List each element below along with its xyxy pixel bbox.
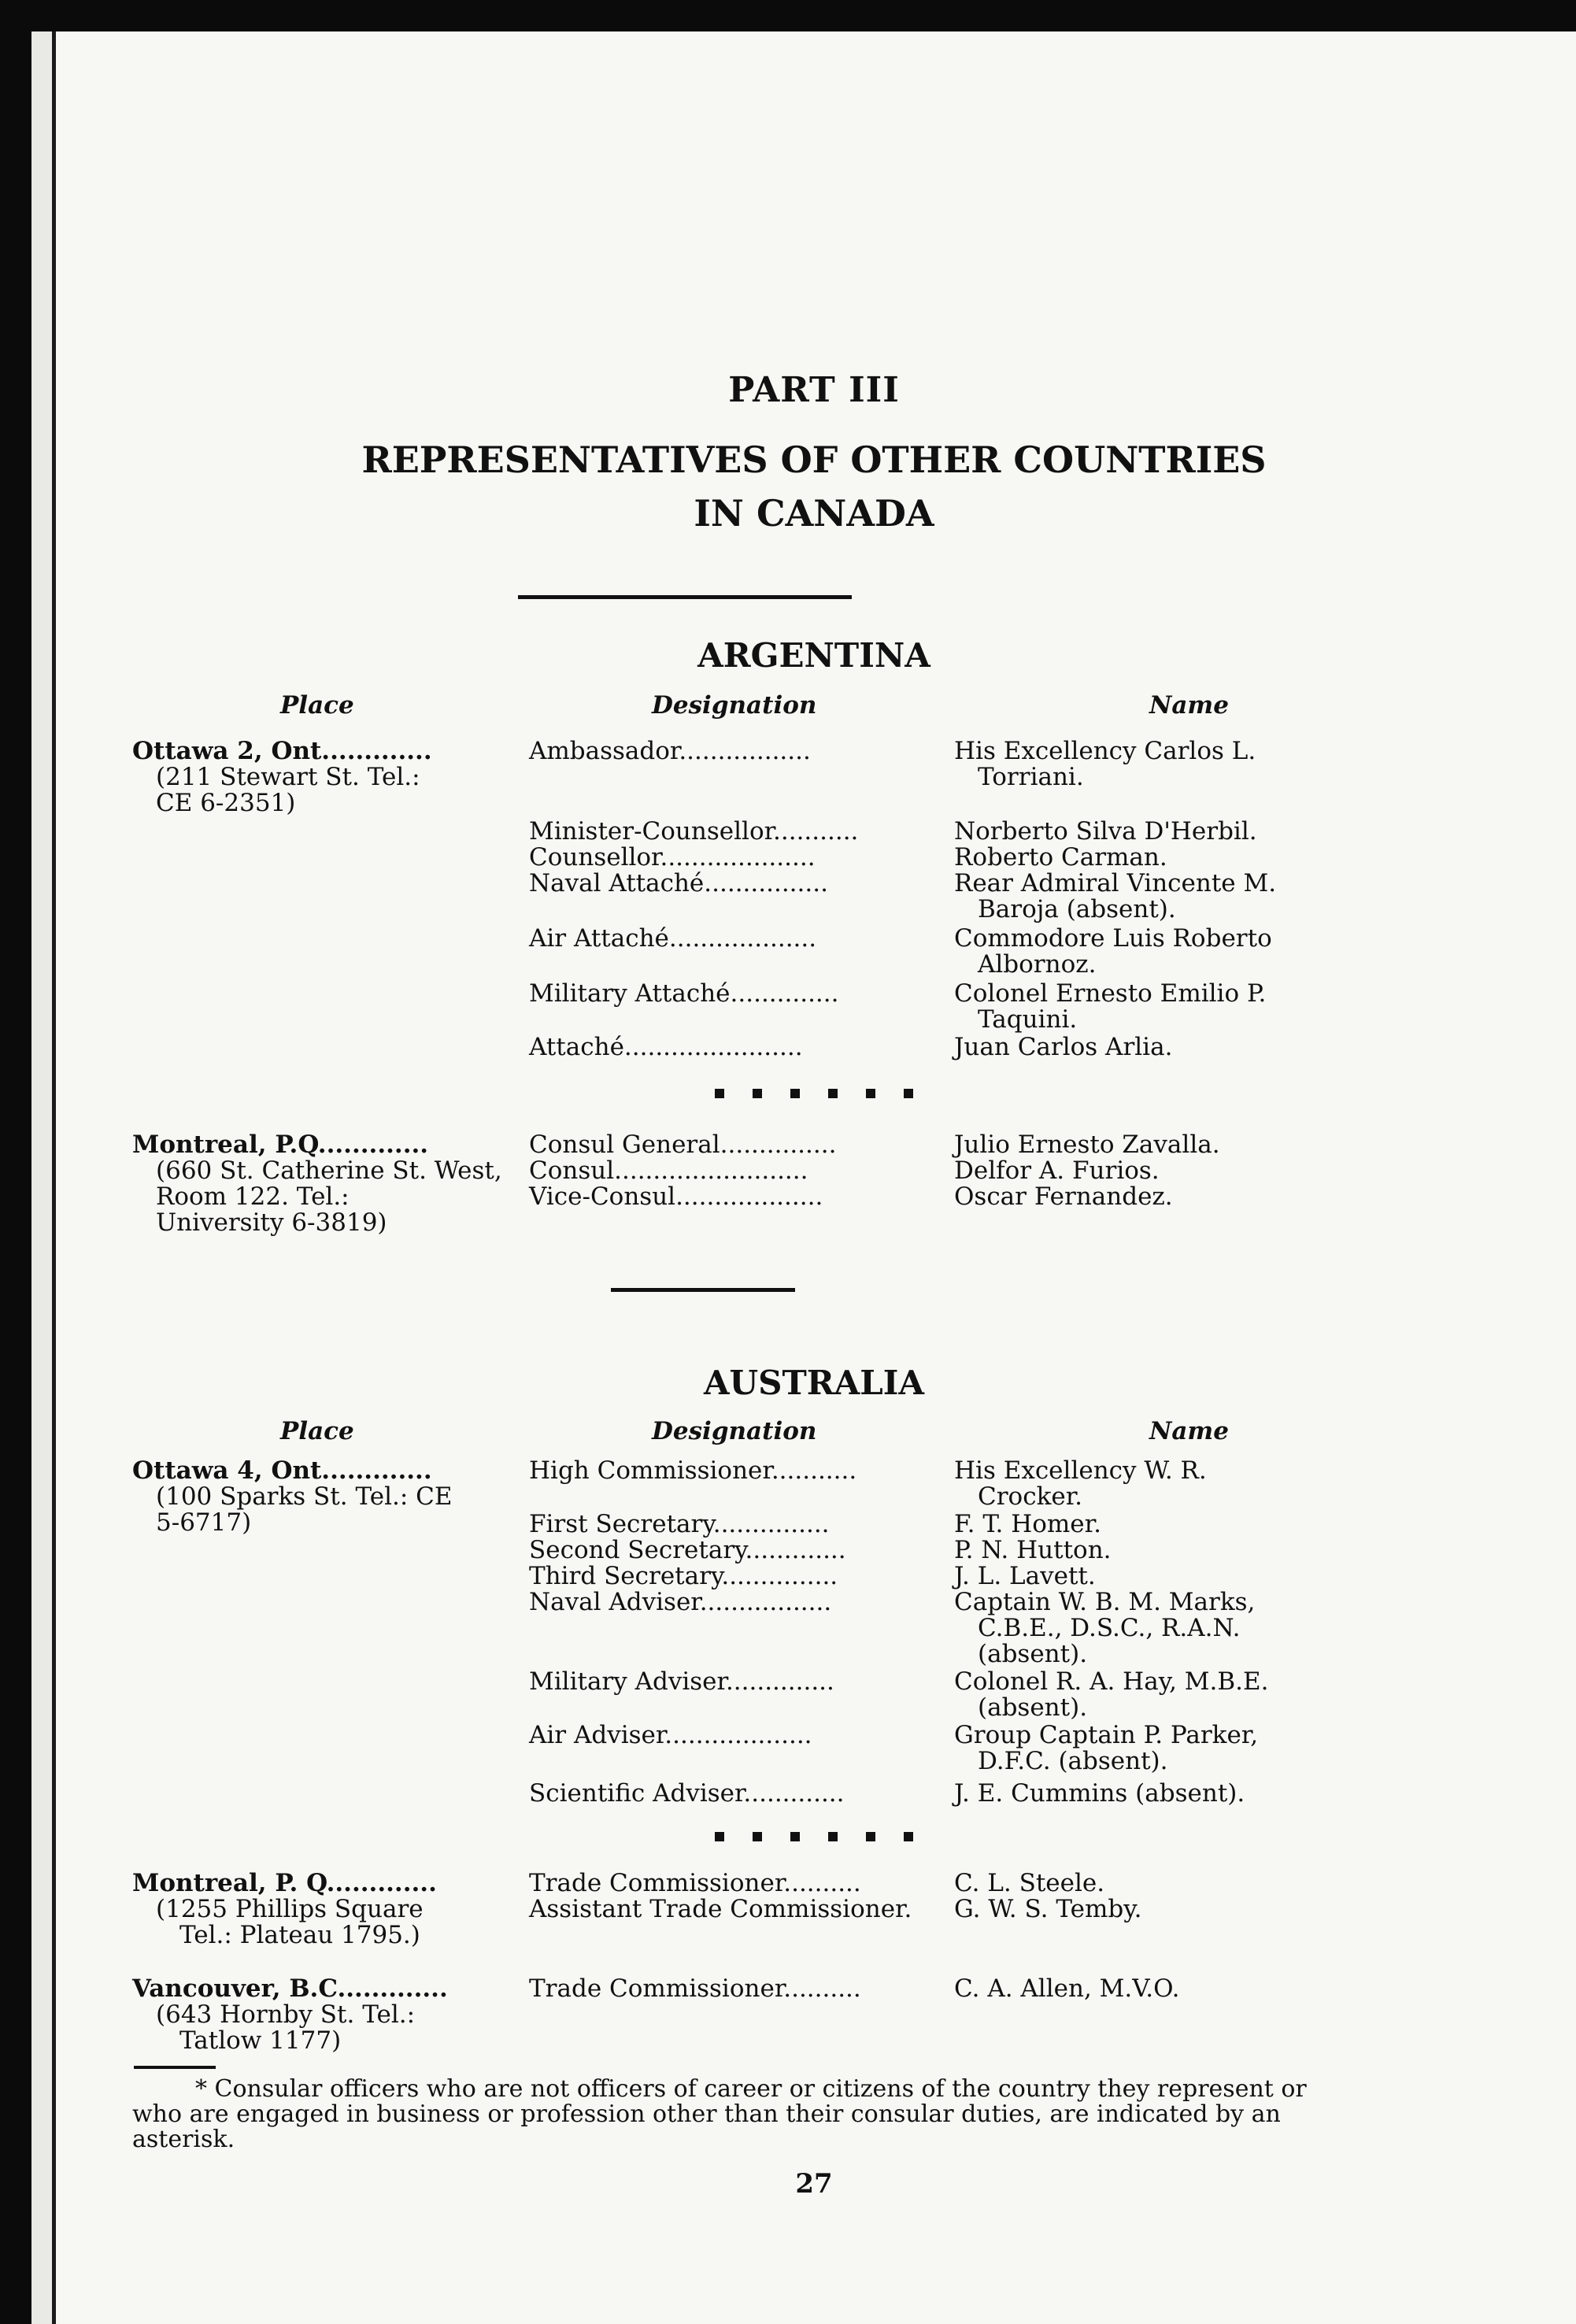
- name-line: Julio Ernesto Zavalla.: [954, 1131, 1220, 1159]
- designation: Military Attaché..............: [529, 979, 839, 1008]
- place-name: Ottawa 4, Ont.............: [132, 1456, 432, 1485]
- section-separator-dots: [52, 1086, 1576, 1101]
- place-address: 5-6717): [156, 1508, 252, 1537]
- designation: Trade Commissioner..........: [529, 1869, 861, 1897]
- name-line: P. N. Hutton.: [954, 1536, 1112, 1564]
- footnote-line: * Consular officers who are not officers of career or citizens of the country they represent or: [195, 2075, 1307, 2103]
- name-line: Taquini.: [978, 1005, 1078, 1034]
- person-name: [954, 1723, 1371, 1774]
- column-header-place: Place: [280, 1417, 354, 1445]
- name-line: Oscar Fernandez.: [954, 1182, 1173, 1211]
- name-line: C.B.E., D.S.C., R.A.N.: [978, 1614, 1241, 1642]
- place-name: Montreal, P. Q.............: [132, 1869, 437, 1897]
- person-name: [954, 1158, 1371, 1184]
- name-line: C. L. Steele.: [954, 1869, 1105, 1897]
- page-title-line-1: REPRESENTATIVES OF OTHER COUNTRIES: [361, 439, 1267, 481]
- name-line: D.F.C. (absent).: [978, 1747, 1168, 1775]
- designation: Naval Attaché................: [529, 869, 828, 897]
- name-line: Delfor A. Furios.: [954, 1156, 1160, 1185]
- place-address: Tel.: Plateau 1795.): [179, 1921, 420, 1949]
- designation: Trade Commissioner..........: [529, 1974, 861, 2003]
- name-line: Juan Carlos Arlia.: [954, 1033, 1173, 1061]
- column-header-designation: Designation: [652, 1417, 817, 1445]
- column-header-name: Name: [1149, 1417, 1229, 1445]
- name-line: J. L. Lavett.: [954, 1562, 1096, 1590]
- place-address: CE 6-2351): [156, 789, 296, 817]
- place-cell: [132, 1976, 557, 2054]
- place-cell: [132, 1871, 557, 1948]
- name-line: F. T. Homer.: [954, 1510, 1101, 1538]
- place-address: (100 Sparks St. Tel.: CE: [156, 1482, 453, 1511]
- designation: Vice-Consul...................: [529, 1182, 823, 1211]
- person-name: [954, 1564, 1371, 1589]
- designation: Naval Adviser.................: [529, 1588, 832, 1616]
- person-name: [954, 1976, 1371, 2002]
- column-header-name: Name: [1149, 691, 1229, 720]
- country-heading-argentina: ARGENTINA: [697, 636, 930, 675]
- person-name: [954, 1184, 1371, 1210]
- name-line: His Excellency W. R.: [954, 1456, 1207, 1485]
- designation: Minister-Counsellor...........: [529, 817, 859, 846]
- name-line: Baroja (absent).: [978, 895, 1176, 923]
- person-name: [954, 1669, 1371, 1721]
- designation: Military Adviser..............: [529, 1667, 834, 1696]
- footnote-line: asterisk.: [132, 2126, 235, 2153]
- person-name: [954, 819, 1371, 845]
- person-name: [954, 1034, 1371, 1060]
- person-name: [954, 981, 1371, 1033]
- place-address: Tatlow 1177): [179, 2026, 342, 2055]
- title-rule: [518, 595, 852, 599]
- name-line: Albornoz.: [978, 950, 1097, 979]
- person-name: [954, 871, 1371, 923]
- designation: Consul.........................: [529, 1156, 808, 1185]
- name-line: Colonel Ernesto Emilio P.: [954, 979, 1267, 1008]
- name-line: (absent).: [978, 1640, 1088, 1668]
- name-line: Captain W. B. M. Marks,: [954, 1588, 1256, 1616]
- name-line: Crocker.: [978, 1482, 1082, 1511]
- designation: Air Adviser...................: [529, 1721, 812, 1749]
- place-address: Room 122. Tel.:: [156, 1182, 350, 1211]
- place-address: (660 St. Catherine St. West,: [156, 1156, 502, 1185]
- part-heading: PART III: [728, 370, 900, 410]
- person-name: [954, 1589, 1371, 1667]
- name-line: Roberto Carman.: [954, 843, 1167, 872]
- place-address: (211 Stewart St. Tel.:: [156, 763, 420, 791]
- name-line: C. A. Allen, M.V.O.: [954, 1974, 1180, 2003]
- name-line: G. W. S. Temby.: [954, 1895, 1142, 1923]
- designation: Consul General...............: [529, 1131, 837, 1159]
- column-header-place: Place: [280, 691, 354, 720]
- designation: Attaché.......................: [529, 1033, 803, 1061]
- section-separator-dots: [52, 1830, 1576, 1845]
- document-page: [52, 31, 1576, 2324]
- name-line: Rear Admiral Vincente M.: [954, 869, 1277, 897]
- name-line: J. E. Cummins (absent).: [954, 1779, 1245, 1808]
- place-address: (1255 Phillips Square: [156, 1895, 424, 1923]
- place-name: Vancouver, B.C.............: [132, 1974, 448, 2003]
- page-number: 27: [795, 2168, 833, 2200]
- name-line: Torriani.: [978, 763, 1084, 791]
- scan-top-edge: [0, 0, 1576, 31]
- designation: Assistant Trade Commissioner.: [529, 1895, 912, 1923]
- country-heading-australia: AUSTRALIA: [703, 1364, 925, 1402]
- place-address: University 6-3819): [156, 1208, 387, 1237]
- person-name: [954, 1538, 1371, 1564]
- person-name: [954, 1132, 1371, 1158]
- person-name: [954, 738, 1371, 790]
- person-name: [954, 1512, 1371, 1538]
- designation: Scientific Adviser.............: [529, 1779, 845, 1808]
- designation: High Commissioner...........: [529, 1456, 857, 1485]
- name-line: Norberto Silva D'Herbil.: [954, 817, 1257, 846]
- person-name: [954, 845, 1371, 871]
- footnote-rule: [134, 2066, 216, 2069]
- designation: Ambassador.................: [529, 737, 811, 765]
- page-title-line-2: IN CANADA: [694, 492, 934, 535]
- section-rule: [611, 1288, 795, 1292]
- place-address: (643 Hornby St. Tel.:: [156, 2000, 416, 2029]
- page-title: [52, 433, 1576, 540]
- designation: Third Secretary...............: [529, 1562, 838, 1590]
- place-name: Ottawa 2, Ont.............: [132, 737, 432, 765]
- designation: Air Attaché...................: [529, 924, 817, 953]
- name-line: Colonel R. A. Hay, M.B.E.: [954, 1667, 1269, 1696]
- person-name: [954, 926, 1371, 978]
- designation: Second Secretary.............: [529, 1536, 846, 1564]
- column-header-designation: Designation: [652, 691, 817, 720]
- footnote-line: who are engaged in business or profession other than their consular duties, are indicated by an: [132, 2100, 1281, 2128]
- name-line: His Excellency Carlos L.: [954, 737, 1256, 765]
- name-line: Group Captain P. Parker,: [954, 1721, 1259, 1749]
- footnote: [132, 2077, 1376, 2152]
- name-line: (absent).: [978, 1693, 1088, 1722]
- scan-binding-edge: [0, 31, 31, 2324]
- name-line: Commodore Luis Roberto: [954, 924, 1272, 953]
- place-cell: [132, 1458, 557, 1536]
- person-name: [954, 1871, 1371, 1897]
- person-name: [954, 1458, 1371, 1510]
- place-cell: [132, 1132, 557, 1236]
- person-name: [954, 1897, 1371, 1922]
- person-name: [954, 1781, 1371, 1807]
- place-cell: [132, 738, 557, 816]
- designation: First Secretary...............: [529, 1510, 830, 1538]
- place-name: Montreal, P.Q.............: [132, 1131, 429, 1159]
- designation: Counsellor....................: [529, 843, 816, 872]
